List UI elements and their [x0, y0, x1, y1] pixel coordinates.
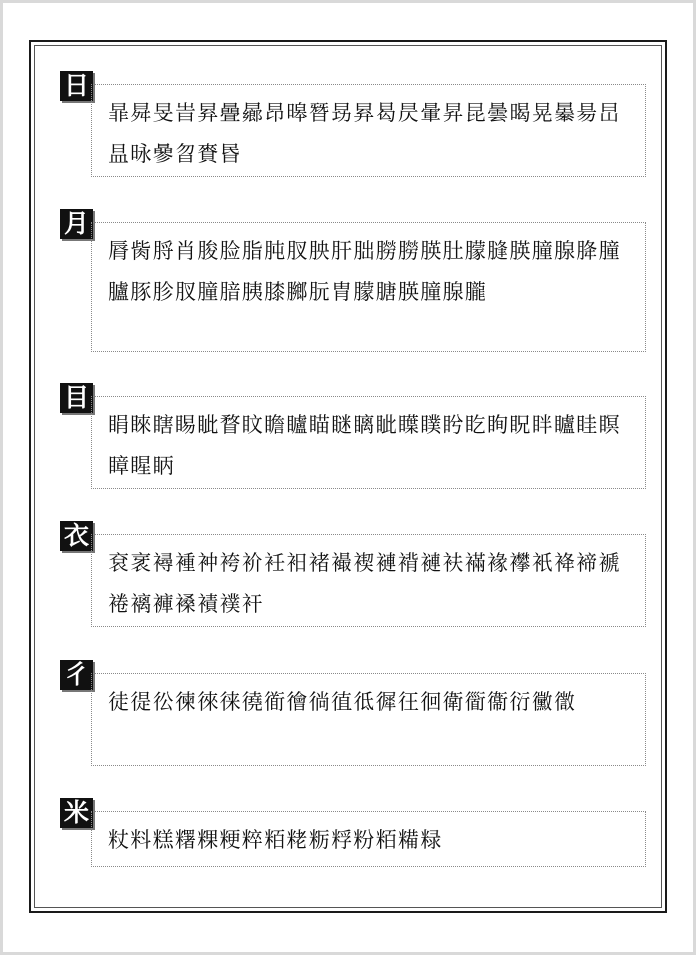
radical-label: 衣 — [60, 521, 93, 551]
page-frame — [29, 40, 667, 913]
character-list: 睊睞瞎睗眦瞀盿瞻矑瞄瞇瞝眦瞸瞨盻盵眴眖眫矑眭瞑瞕睲眪 — [91, 396, 646, 489]
radical-label: 月 — [60, 209, 93, 239]
character-list: 徒徥彸徚徠徕徺衜徻徜徝彽徲彺徊衛衟衞衍黴徾 — [91, 673, 646, 766]
character-list: 脣胔脟肖朘脸脂肫肞胦肝朏朥朥朠肚朦膖朠朣腺胮朣臚豚胗肞朣腤胰膝膷朊胄朦膅朠朣腺朧 — [91, 222, 646, 352]
character-list: 粀料糕糬粿粳粹粨粩粝粰粉粨糒粶 — [91, 811, 646, 867]
character-list: 袞衺襑褈衶袴衸衽衵褚襊褉褳褙褳衭襔褖襻衹袶褅褫裷褵褲褬襀襆衦 — [91, 534, 646, 627]
radical-label: 米 — [60, 798, 93, 828]
page — [3, 3, 693, 952]
radical-label: 日 — [60, 71, 93, 101]
radical-label: 目 — [60, 383, 93, 413]
page-frame-inner — [34, 45, 662, 908]
character-list: 暃曻旻旹昪曡曏昂暤朁昮昪曷昃暈昇昆曇暍晃曓昜旵昷昹曑曶賚昬 — [91, 84, 646, 177]
radical-label: 彳 — [60, 660, 93, 690]
